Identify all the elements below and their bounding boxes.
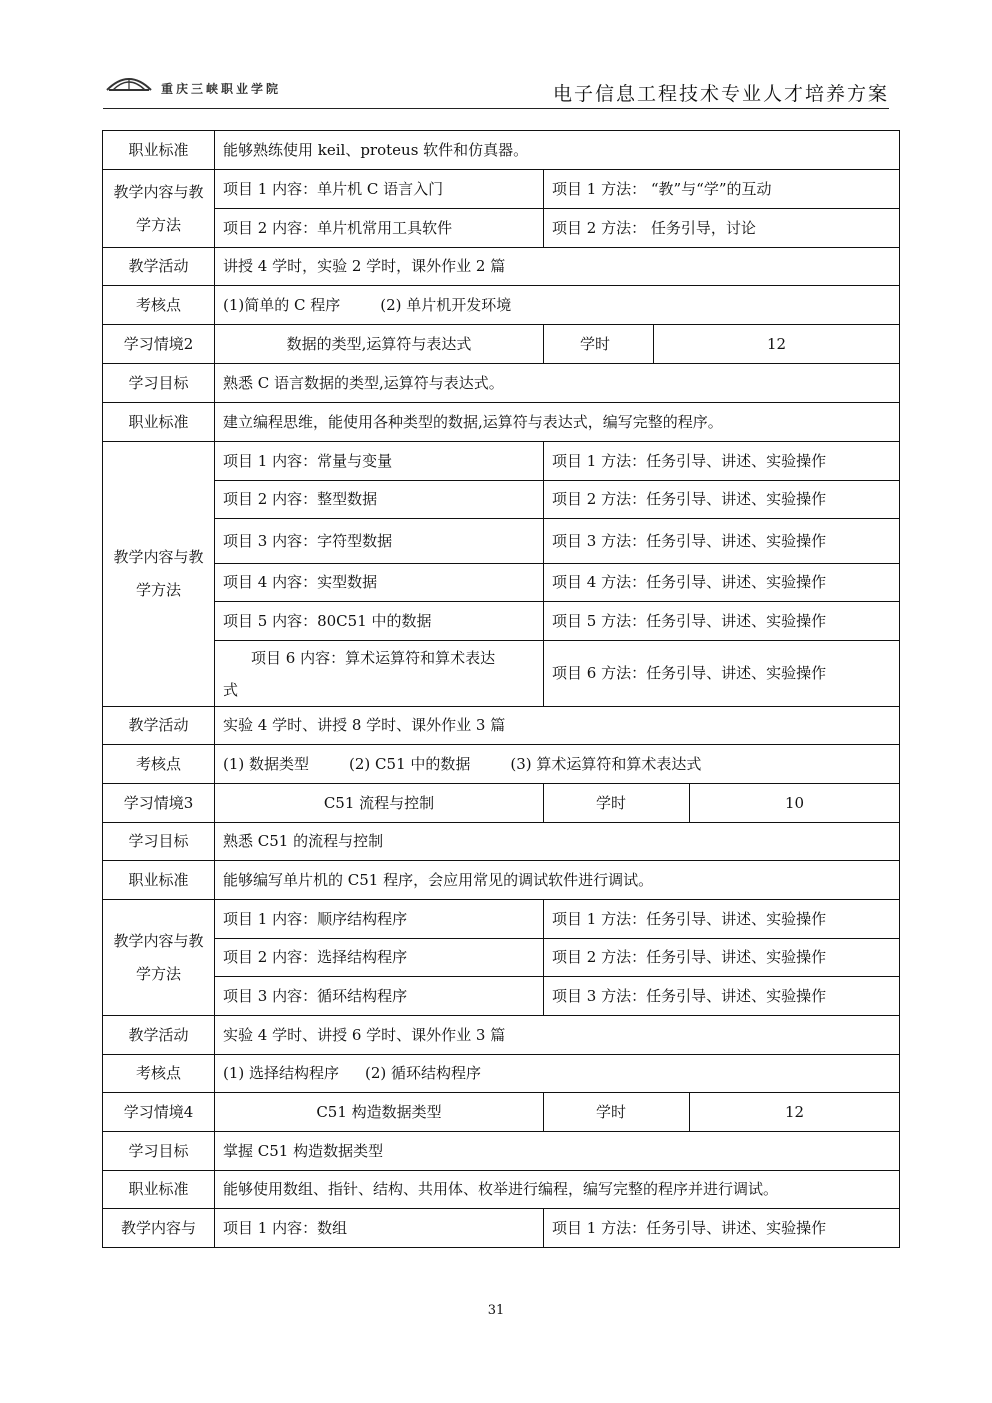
- row-label-content-method: 教学内容与教学方法: [103, 170, 215, 248]
- item-content: 项目 5 内容：80C51 中的数据: [215, 602, 544, 641]
- item-content: 项目 1 内容：顺序结构程序: [215, 900, 544, 939]
- table-row: [103, 1209, 900, 1248]
- item-content: 项目 2 内容：单片机常用工具软件: [215, 209, 544, 248]
- table-row: [103, 564, 900, 602]
- hours-value: 12: [654, 325, 900, 364]
- item-method: 项目 2 方法：任务引导、讲述、实验操作: [544, 481, 900, 519]
- exam-value: (1) 数据类型 (2) C51 中的数据 (3) 算术运算符和算术表达式: [215, 745, 900, 784]
- table-row: [103, 1093, 900, 1132]
- row-label-content-method: 教学内容与教学方法: [103, 442, 215, 707]
- section-title: 学习情境4: [103, 1093, 215, 1132]
- table-row: [103, 707, 900, 745]
- item-method: 项目 2 方法： 任务引导，讨论: [544, 209, 900, 248]
- item-content: 项目 6 内容：算术运算符和算术表达 式: [215, 641, 544, 707]
- table-row: [103, 364, 900, 403]
- prof-std-value: 能够使用数组、指针、结构、共用体、枚举进行编程，编写完整的程序并进行调试。: [215, 1171, 900, 1209]
- item-method: 项目 4 方法：任务引导、讲述、实验操作: [544, 564, 900, 602]
- table-row: [103, 519, 900, 564]
- table-row: [103, 209, 900, 248]
- section-title: 学习情境3: [103, 784, 215, 823]
- row-label-activity: 教学活动: [103, 248, 215, 286]
- item-method: 项目 1 方法：任务引导、讲述、实验操作: [544, 1209, 900, 1248]
- item-content: 项目 1 内容：单片机 C 语言入门: [215, 170, 544, 209]
- table-row: [103, 602, 900, 641]
- table-row: [103, 641, 900, 707]
- table-row: [103, 1171, 900, 1209]
- item-content: 项目 1 内容：常量与变量: [215, 442, 544, 481]
- row-label-goal: 学习目标: [103, 823, 215, 861]
- table-row: [103, 248, 900, 286]
- table-row: [103, 403, 900, 442]
- item-method: 项目 1 方法：任务引导、讲述、实验操作: [544, 900, 900, 939]
- activity-value: 实验 4 学时、讲授 8 学时、课外作业 3 篇: [215, 707, 900, 745]
- table-row: [103, 939, 900, 977]
- row-label-prof-std: 职业标准: [103, 861, 215, 900]
- item-content: 项目 4 内容：实型数据: [215, 564, 544, 602]
- item-content: 项目 2 内容：选择结构程序: [215, 939, 544, 977]
- prof-std-value: 建立编程思维，能使用各种类型的数据,运算符与表达式，编写完整的程序。: [215, 403, 900, 442]
- item-content: 项目 3 内容：循环结构程序: [215, 977, 544, 1016]
- table-row: [103, 861, 900, 900]
- row-label-activity: 教学活动: [103, 707, 215, 745]
- row-label-prof-std: 职业标准: [103, 403, 215, 442]
- row-label-prof-std: 职业标准: [103, 131, 215, 170]
- section-title: 学习情境2: [103, 325, 215, 364]
- table-row: [103, 286, 900, 325]
- document-title: 电子信息工程技术专业人才培养方案: [552, 83, 889, 105]
- item-method: 项目 1 方法： “教”与“学”的互动: [544, 170, 900, 209]
- page-header: [103, 72, 889, 109]
- item-content: 项目 3 内容：字符型数据: [215, 519, 544, 564]
- hours-label: 学时: [544, 1093, 690, 1132]
- item-method: 项目 6 方法：任务引导、讲述、实验操作: [544, 641, 900, 707]
- row-label-content-method: 教学内容与教学方法: [103, 900, 215, 1016]
- prof-std-value: 能够编写单片机的 C51 程序，会应用常见的调试软件进行调试。: [215, 861, 900, 900]
- table-row: [103, 442, 900, 481]
- item-method: 项目 5 方法：任务引导、讲述、实验操作: [544, 602, 900, 641]
- table-row: [103, 1016, 900, 1055]
- row-label-content-method: 教学内容与: [103, 1209, 215, 1248]
- row-label-exam: 考核点: [103, 286, 215, 325]
- section-topic: C51 构造数据类型: [215, 1093, 544, 1132]
- goal-value: 熟悉 C51 的流程与控制: [215, 823, 900, 861]
- curriculum-table: [102, 130, 900, 1248]
- item-method: 项目 1 方法：任务引导、讲述、实验操作: [544, 442, 900, 481]
- table-row: [103, 1132, 900, 1171]
- prof-std-value: 能够熟练使用 keil、proteus 软件和仿真器。: [215, 131, 900, 170]
- table-row: [103, 481, 900, 519]
- row-label-exam: 考核点: [103, 745, 215, 784]
- table-row: [103, 1055, 900, 1093]
- section-topic: 数据的类型,运算符与表达式: [215, 325, 544, 364]
- item-content: 项目 1 内容：数组: [215, 1209, 544, 1248]
- goal-value: 熟悉 C 语言数据的类型,运算符与表达式。: [215, 364, 900, 403]
- table-row: [103, 784, 900, 823]
- table-row: [103, 170, 900, 209]
- table-row: [103, 745, 900, 784]
- school-name: 重庆三峡职业学院: [161, 82, 282, 94]
- page-number: 31: [487, 1303, 505, 1318]
- table-row: [103, 325, 900, 364]
- item-method: 项目 3 方法：任务引导、讲述、实验操作: [544, 519, 900, 564]
- item-method: 项目 2 方法：任务引导、讲述、实验操作: [544, 939, 900, 977]
- school-logo-icon: [105, 72, 153, 94]
- table-row: [103, 131, 900, 170]
- exam-value: (1)简单的 C 程序 (2) 单片机开发环境: [215, 286, 900, 325]
- hours-label: 学时: [544, 784, 690, 823]
- hours-value: 12: [690, 1093, 900, 1132]
- goal-value: 掌握 C51 构造数据类型: [215, 1132, 900, 1171]
- row-label-prof-std: 职业标准: [103, 1171, 215, 1209]
- table-row: [103, 823, 900, 861]
- table-row: [103, 977, 900, 1016]
- hours-label: 学时: [544, 325, 654, 364]
- row-label-exam: 考核点: [103, 1055, 215, 1093]
- activity-value: 实验 4 学时、讲授 6 学时、课外作业 3 篇: [215, 1016, 900, 1055]
- table-row: [103, 900, 900, 939]
- row-label-goal: 学习目标: [103, 1132, 215, 1171]
- activity-value: 讲授 4 学时，实验 2 学时，课外作业 2 篇: [215, 248, 900, 286]
- row-label-activity: 教学活动: [103, 1016, 215, 1055]
- exam-value: (1) 选择结构程序 (2) 循环结构程序: [215, 1055, 900, 1093]
- hours-value: 10: [690, 784, 900, 823]
- row-label-goal: 学习目标: [103, 364, 215, 403]
- item-method: 项目 3 方法：任务引导、讲述、实验操作: [544, 977, 900, 1016]
- item-content: 项目 2 内容：整型数据: [215, 481, 544, 519]
- section-topic: C51 流程与控制: [215, 784, 544, 823]
